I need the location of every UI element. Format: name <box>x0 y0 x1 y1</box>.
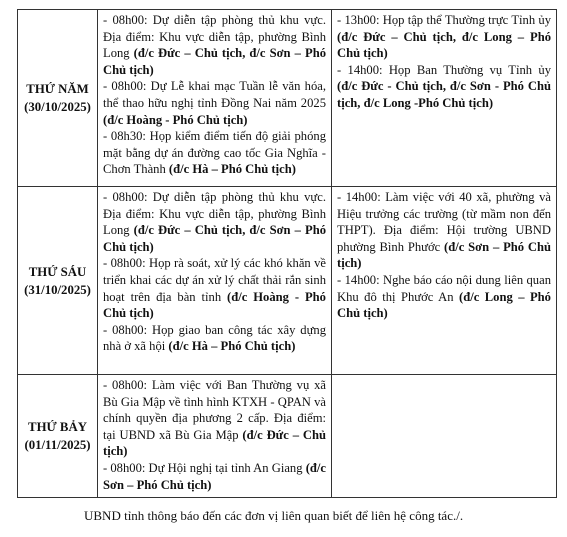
entry-person: (đ/c Đức – Chủ tịch) <box>103 427 326 459</box>
entry-person: (đ/c Sơn – Phó Chủ tịch) <box>337 239 551 271</box>
entry-text: - 08h00: Dự Lễ khai mạc Tuần lễ văn hóa, thể thao hữu nghị tỉnh Đồng Nai năm 2025 <box>103 79 326 110</box>
entry-text: - 13h00: Họp tập thể Thường trực Tỉnh ủy <box>337 13 551 27</box>
schedule-entry <box>103 189 326 255</box>
schedule-row <box>18 187 557 375</box>
morning-cell <box>98 187 332 375</box>
day-date: (30/10/2025) <box>24 100 91 114</box>
entry-text: - 08h00: Dự diễn tập phòng thủ khu vực. Địa điểm: Khu vực diễn tập, phường Bình Long <box>103 190 326 238</box>
entry-text: - 14h00: Làm việc với 40 xã, phường và Hiệu trưởng các trường (từ mầm non đến THPT). Địa điểm: Hội trường UBND phường Bình Phước <box>337 190 551 254</box>
day-name: THỨ SÁU <box>28 264 87 279</box>
day-cell <box>18 10 98 187</box>
entry-text: - 14h00: Nghe báo cáo nội dung liên quan Khu đô thị Phước An <box>337 272 551 304</box>
morning-cell <box>98 10 332 187</box>
schedule-entry <box>103 12 326 78</box>
schedule-body <box>18 10 557 498</box>
entry-text: - 08h00: Dự diễn tập phòng thủ khu vực. Địa điểm: Khu vực diễn tập, phường Bình Long <box>103 13 326 61</box>
schedule-row <box>18 375 557 498</box>
entry-person: (đ/c Đức – Chủ tịch, đ/c Long – Phó Chủ tịch) <box>337 29 551 61</box>
schedule-entry <box>103 377 326 460</box>
day-date: (01/11/2025) <box>24 438 91 452</box>
schedule-entry <box>103 460 326 493</box>
morning-cell <box>98 375 332 498</box>
entry-text: - 08h00: Họp rà soát, xử lý các khó khăn về triển khai các dự án xử lý chất thải rắn sinh hoạt trên địa bàn tỉnh <box>103 256 326 304</box>
day-date: (31/10/2025) <box>24 282 91 297</box>
schedule-entry <box>337 12 551 62</box>
entry-text: - 08h00: Dự Hội nghị tại tỉnh An Giang <box>103 460 306 475</box>
day-name: THỨ NĂM <box>26 82 89 96</box>
day-name: THỨ BẢY <box>28 420 87 434</box>
schedule-entry <box>103 322 326 355</box>
schedule-entry <box>103 255 326 321</box>
entry-person: (đ/c Đức - Chủ tịch, đ/c Sơn - Phó Chủ tịch, đ/c Long -Phó Chủ tịch) <box>337 79 551 110</box>
entry-person: (đ/c Hoàng - Phó Chủ tịch) <box>103 112 248 127</box>
entry-person: (đ/c Đức – Chủ tịch, đ/c Sơn – Phó Chủ tịch) <box>103 223 327 254</box>
schedule-row <box>18 10 557 187</box>
entry-text: - 08h30: Họp kiểm điểm tiến độ giải phóng mặt bằng dự án đường cao tốc Gia Nghĩa - Chơn Thành <box>103 129 326 177</box>
entry-person: (đ/c Hà – Phó Chủ tịch) <box>168 162 296 177</box>
schedule-entry <box>103 128 326 178</box>
entry-person: (đ/c Sơn – Phó Chủ tịch) <box>103 460 326 492</box>
entry-person: (đ/c Hà – Phó Chủ tịch) <box>168 339 296 354</box>
closing-note: UBND tỉnh thông báo đến các đơn vị liên quan biết để liên hệ công tác./. <box>84 508 464 523</box>
entry-text: - 14h00: Họp Ban Thường vụ Tỉnh ủy <box>337 62 551 77</box>
afternoon-cell <box>332 375 557 498</box>
schedule-entry <box>103 78 326 128</box>
weekly-schedule-table <box>17 9 557 498</box>
entry-person: (đ/c Long – Phó Chủ tịch) <box>337 289 551 321</box>
afternoon-cell <box>332 187 557 375</box>
entry-person: (đ/c Hoàng - Phó Chủ tịch) <box>103 289 326 321</box>
afternoon-cell <box>332 10 557 187</box>
day-cell <box>18 375 98 498</box>
schedule-entry <box>337 272 551 322</box>
entry-text: - 08h00: Làm việc với Ban Thường vụ xã Bù Gia Mập về tình hình KTXH - QPAN và chính quyền địa phương 2 cấp. Địa điểm: tại UBND xã Bù Gia Mập <box>103 378 326 442</box>
schedule-entry <box>337 189 551 272</box>
schedule-entry <box>337 62 551 112</box>
entry-text: - 08h00: Họp giao ban công tác xây dựng nhà ở xã hội <box>103 322 326 354</box>
entry-person: (đ/c Đức – Chủ tịch, đ/c Sơn – Phó Chủ tịch) <box>103 46 327 77</box>
day-cell <box>18 187 98 375</box>
